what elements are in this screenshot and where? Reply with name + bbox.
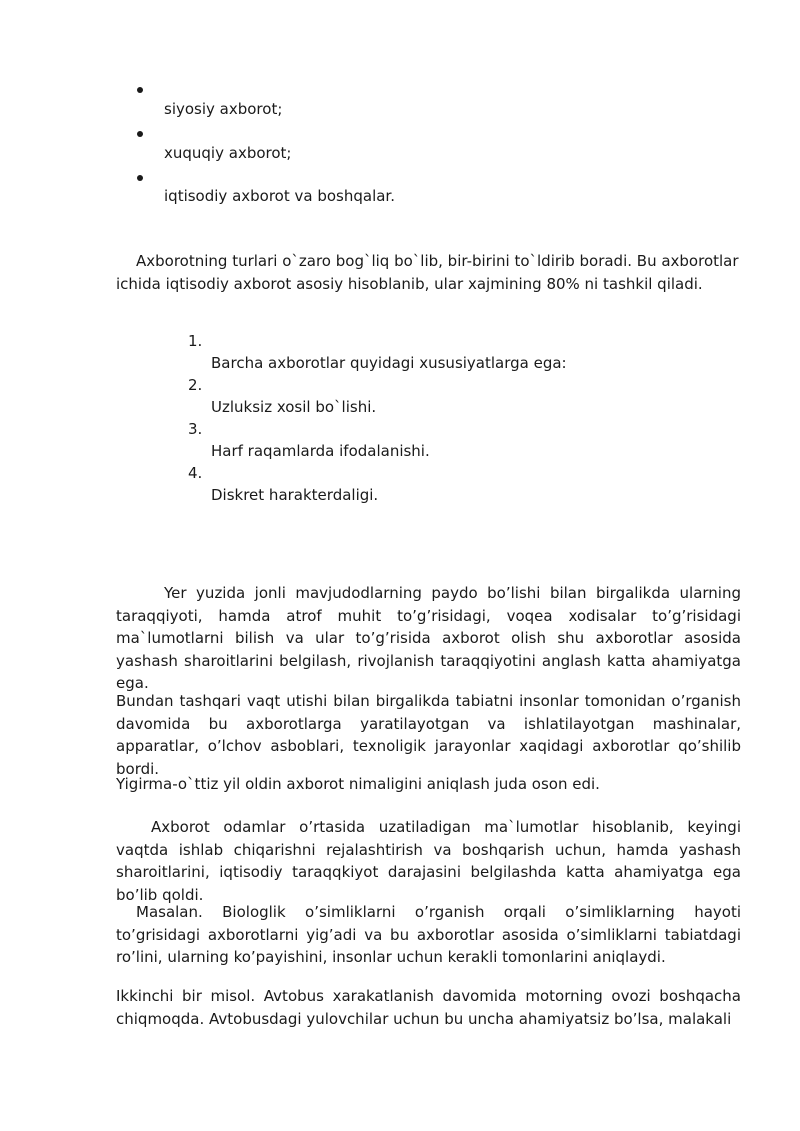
paragraph: Yigirma-o`ttiz yil oldin axborot nimaligini aniqlash juda oson edi. [116,775,600,793]
bullet-text: xuquqiy axborot; [164,144,292,162]
bullet-dot [137,175,143,181]
list-item-text: Harf raqamlarda ifodalanishi. [211,442,430,460]
paragraph: Ikkinchi bir misol. Avtobus xarakatlanish davomida motorning ovozi boshqacha chiqmoqda. Avtobusdagi yulovchilar uchun bu uncha ahamiyatsiz bo’lsa, malakali [116,987,741,1028]
list-number: 2. [188,376,203,394]
list-item-text: Barcha axborotlar quyidagi xususiyatlarga ega: [211,354,567,372]
paragraph: Axborot odamlar o’rtasida uzatiladigan ma`lumotlar hisoblanib, keyingi vaqtda ishlab chiqarishni rejalashtirish va boshqarish uchun, hamda yashash sharoitlarini, iqtisodiy taraqqkiyot darajasini belgilashda katta ahamiyatga ega bo’lib qoldi. [116,818,741,904]
paragraph: Yer yuzida jonli mavjudodlarning paydo bo’lishi bilan birgalikda ularning taraqqiyoti, hamda atrof muhit to’g’risidagi, voqea xodisalar to’g’risidagi ma`lumotlarni bilish va ular to’g’risida axborot olish shu axborotlar asosida yashash sharoitlarini belgilash, rivojlanish taraqqiyotini anglash katta ahamiyatga ega. [116,584,741,692]
list-number: 3. [188,420,203,438]
paragraph: Masalan. Biologlik o’simliklarni o’rganish orqali o’simliklarning hayoti to’grisidagi axborotlarni yig’adi va bu axborotlar asosida o’simliklarni tabiatdagi ro’lini, ularning ko’payishini, insonlar uchun kerakli tomonlarini aniqlaydi. [116,903,741,966]
bullet-text: siyosiy axborot; [164,100,283,118]
list-number: 4. [188,464,203,482]
bullet-text: iqtisodiy axborot va boshqalar. [164,187,395,205]
list-item-text: Uzluksiz xosil bo`lishi. [211,398,377,416]
bullet-dot [137,87,143,93]
list-number: 1. [188,332,203,350]
list-item-text: Diskret harakterdaligi. [211,486,379,504]
paragraph: Bundan tashqari vaqt utishi bilan birgalikda tabiatni insonlar tomonidan o’rganish davomida bu axborotlarga yaratilayotgan va ishlatilayotgan mashinalar, apparatlar, o’lchov asboblari, texnoligik jarayonlar xaqidagi axborotlar qo’shilib bordi. [116,692,741,778]
bullet-dot [137,131,143,137]
paragraph-types: Axborotning turlari o`zaro bog`liq bo`lib, bir-birini to`ldirib boradi. Bu axborotlar ichida iqtisodiy axborot asosiy hisoblanib, ular xajmining 80% ni tashkil qiladi. [116,252,739,293]
